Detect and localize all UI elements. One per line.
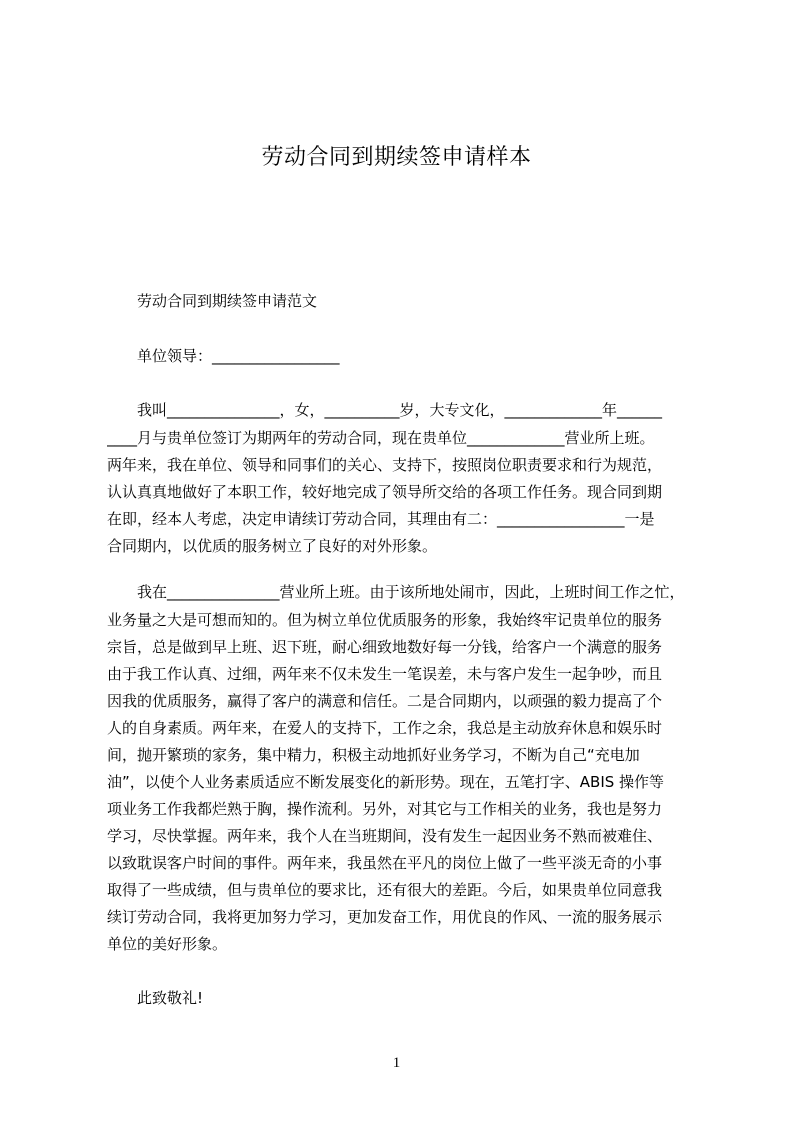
paragraph-2-line: 续订劳动合同，我将更加努力学习，更加发奋工作，用优良的作风、一流的服务展示 xyxy=(107,908,663,926)
paragraph-1-line: 在即，经本人考虑，决定申请续订劳动合同，其理由有二：_________________一是 xyxy=(107,510,655,528)
document-subtitle: 劳动合同到期续签申请范文 xyxy=(137,292,318,310)
paragraph-2-line: 单位的美好形象。 xyxy=(107,935,228,953)
paragraph-2-line: 由于我工作认真、过细，两年来不仅未发生一笔误差，未与客户发生一起争吵，而且 xyxy=(107,665,663,683)
paragraph-2-line: 业务量之大是可想而知的。但为树立单位优质服务的形象，我始终牢记贵单位的服务 xyxy=(107,611,663,629)
closing: 此致敬礼! xyxy=(137,989,204,1007)
paragraph-1-line: ____月与贵单位签订为期两年的劳动合同，现在贵单位_____________营业所上班。 xyxy=(107,429,655,447)
document-title: 劳动合同到期续签申请样本 xyxy=(261,145,532,170)
paragraph-2-line: 人的自身素质。两年来，在爱人的支持下，工作之余，我总是主动放弃休息和娱乐时 xyxy=(107,719,663,737)
paragraph-2-line: 项业务工作我都烂熟于胸，操作流利。另外，对其它与工作相关的业务，我也是努力 xyxy=(107,800,663,818)
paragraph-2-line: 间，抛开繁琐的家务，集中精力，积极主动地抓好业务学习，不断为自己“充电加 xyxy=(107,746,640,764)
paragraph-2-line: 学习，尽快掌握。两年来，我个人在当班期间，没有发生一起因业务不熟而被难住、 xyxy=(107,827,663,845)
paragraph-1-line: 合同期内，以优质的服务树立了良好的对外形象。 xyxy=(107,537,438,555)
paragraph-2-line: 以致耽误客户时间的事件。两年来，我虽然在平凡的岗位上做了一些平淡无奇的小事 xyxy=(107,854,663,872)
page-number: 1 xyxy=(392,1055,401,1071)
paragraph-2-line: 油”，以使个人业务素质适应不断发展变化的新形势。现在，五笔打字、ABIS 操作等 xyxy=(107,773,665,791)
paragraph-2-line: 取得了一些成绩，但与贵单位的要求比，还有很大的差距。今后，如果贵单位同意我 xyxy=(107,881,663,899)
paragraph-2-line: 我在_______________营业所上班。由于该所地处闹市，因此，上班时间工作之忙， xyxy=(137,583,685,601)
salutation: 单位领导：_________________ xyxy=(137,347,340,365)
paragraph-1-line: 两年来，我在单位、领导和同事们的关心、支持下，按照岗位职责要求和行为规范， xyxy=(107,456,663,474)
paragraph-2-line: 因我的优质服务，赢得了客户的满意和信任。二是合同期内，以顽强的毅力提高了个 xyxy=(107,692,663,710)
paragraph-1-line: 认认真真地做好了本职工作，较好地完成了领导所交给的各项工作任务。现合同到期 xyxy=(107,483,663,501)
paragraph-1-line: 我叫_______________，女，__________岁，大专文化，_____________年______ xyxy=(137,401,663,419)
paragraph-2-line: 宗旨，总是做到早上班、迟下班，耐心细致地数好每一分钱，给客户一个满意的服务 xyxy=(107,638,663,656)
